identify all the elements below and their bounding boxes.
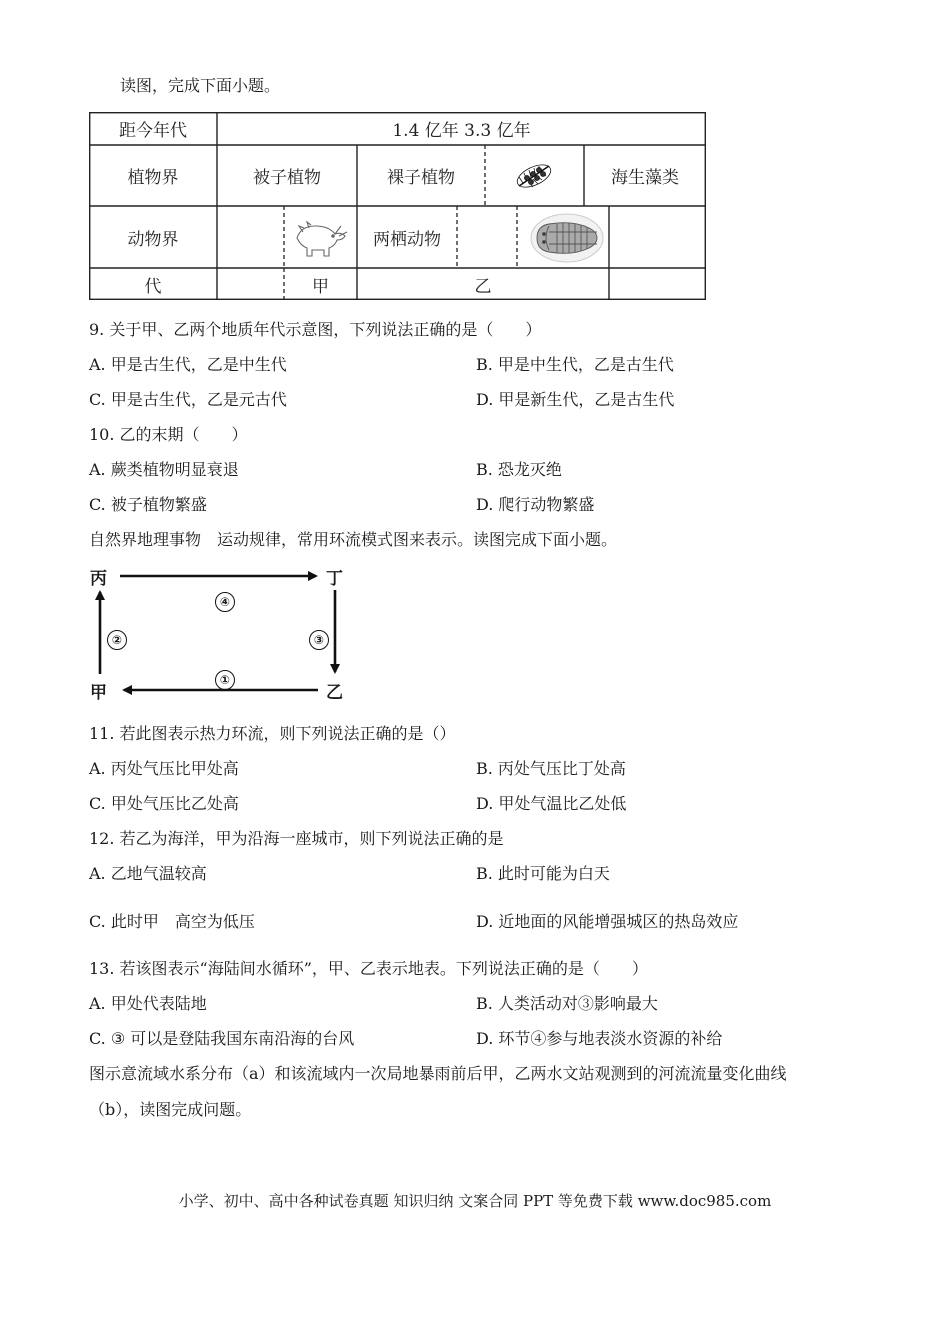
q12-option-d[interactable]: D. 近地面的风能增强城区的热岛效应	[476, 912, 739, 931]
intro-text-2: 自然界地理事物 运动规律，常用环流模式图来表示。读图完成下面小题。	[89, 530, 618, 549]
time-values: 1.4 亿年 3.3 亿年	[392, 121, 531, 141]
q11-option-d[interactable]: D. 甲处气温比乙处低	[476, 794, 627, 813]
q10-stem: 10. 乙的末期（ ）	[89, 425, 248, 444]
intro-text-3: 图示意流域水系分布（a）和该流域内一次局地暴雨前后甲，乙两水文站观测到的河流流量变化曲线	[89, 1064, 787, 1083]
trilobite-icon	[527, 212, 607, 268]
q9-option-b[interactable]: B. 甲是中生代，乙是古生代	[476, 355, 674, 374]
corner-bing: 丙	[90, 569, 107, 589]
arrow-label-4: ④	[215, 592, 235, 612]
arrow-label-2: ②	[107, 630, 127, 650]
q11-option-c[interactable]: C. 甲处气压比乙处高	[89, 794, 239, 813]
dinosaur-icon	[289, 216, 351, 262]
header-era: 代	[144, 276, 162, 297]
q13-option-a[interactable]: A. 甲处代表陆地	[89, 994, 207, 1013]
q11-option-b[interactable]: B. 丙处气压比丁处高	[476, 759, 626, 778]
fern-fossil-icon	[509, 158, 559, 198]
era-jia: 甲	[312, 276, 329, 297]
plant-angiosperm: 被子植物	[253, 168, 321, 188]
corner-yi: 乙	[326, 683, 343, 703]
header-age: 距今年代	[119, 121, 187, 141]
corner-jia: 甲	[90, 683, 107, 703]
circulation-diagram	[90, 562, 350, 703]
page-footer: 小学、初中、高中各种试卷真题 知识归纳 文案合同 PPT 等免费下载 www.doc985.com	[178, 1192, 772, 1210]
q9-stem: 9. 关于甲、乙两个地质年代示意图，下列说法正确的是（ ）	[89, 320, 542, 339]
corner-ding: 丁	[326, 569, 343, 589]
plant-gymnosperm: 裸子植物	[387, 168, 455, 188]
animal-amphibians: 两栖动物	[373, 229, 441, 250]
q9-option-c[interactable]: C. 甲是古生代，乙是元古代	[89, 390, 287, 409]
q13-stem: 13. 若该图表示“海陆间水循环”，甲、乙表示地表。下列说法正确的是（ ）	[89, 959, 648, 978]
q12-option-b[interactable]: B. 此时可能为白天	[476, 864, 610, 883]
q13-option-b[interactable]: B. 人类活动对③影响最大	[476, 994, 658, 1013]
q13-option-d[interactable]: D. 环节④参与地表淡水资源的补给	[476, 1029, 723, 1048]
q10-option-a[interactable]: A. 蕨类植物明显衰退	[89, 460, 239, 479]
q10-option-d[interactable]: D. 爬行动物繁盛	[476, 495, 595, 514]
q13-option-c[interactable]: C. ③ 可以是登陆我国东南沿海的台风	[89, 1029, 355, 1048]
header-animals: 动物界	[127, 229, 179, 250]
intro-text-1: 读图，完成下面小题。	[120, 76, 281, 95]
plant-marine-algae: 海生藻类	[611, 168, 679, 188]
q11-option-a[interactable]: A. 丙处气压比甲处高	[89, 759, 239, 778]
q12-option-c[interactable]: C. 此时甲 高空为低压	[89, 912, 255, 931]
q10-option-b[interactable]: B. 恐龙灭绝	[476, 460, 562, 479]
q12-option-a[interactable]: A. 乙地气温较高	[89, 864, 207, 883]
q11-stem: 11. 若此图表示热力环流，则下列说法正确的是（）	[89, 724, 456, 743]
arrow-label-3: ③	[309, 630, 329, 650]
q12-stem: 12. 若乙为海洋，甲为沿海一座城市，则下列说法正确的是	[89, 829, 504, 848]
q9-option-d[interactable]: D. 甲是新生代，乙是古生代	[476, 390, 675, 409]
geologic-era-table	[89, 112, 706, 300]
q10-option-c[interactable]: C. 被子植物繁盛	[89, 495, 207, 514]
header-plants: 植物界	[127, 168, 179, 188]
arrow-label-1: ①	[215, 670, 235, 690]
intro-text-3-cont: （b），读图完成问题。	[89, 1100, 252, 1119]
q9-option-a[interactable]: A. 甲是古生代，乙是中生代	[89, 355, 287, 374]
era-yi: 乙	[474, 276, 492, 297]
